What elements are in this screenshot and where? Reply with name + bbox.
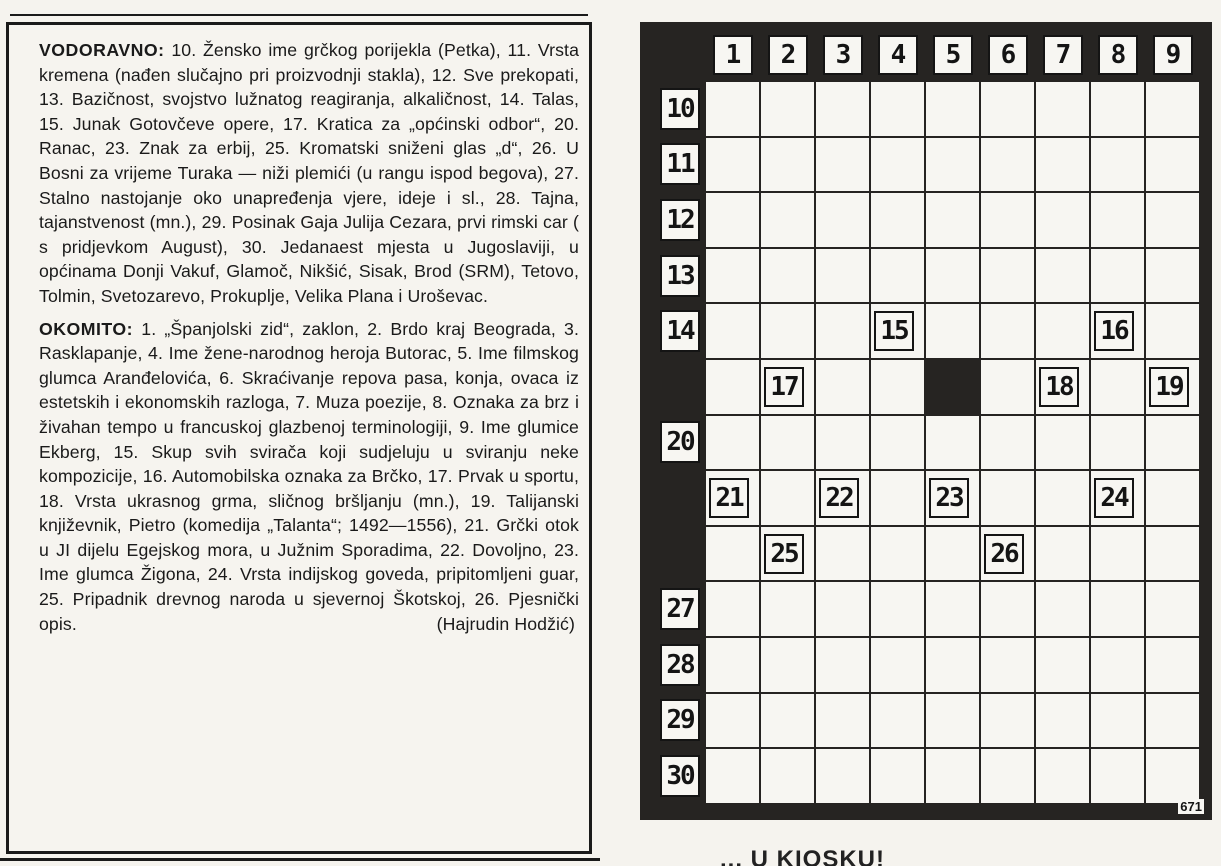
grid-cell[interactable] [1035,415,1090,471]
column-number: 9 [1153,35,1193,75]
clues-text [39,38,579,636]
grid-cell[interactable] [760,248,815,304]
grid-cell[interactable] [870,470,925,526]
grid-cell[interactable] [980,637,1035,693]
across-clues [39,38,579,309]
grid-cell[interactable] [870,248,925,304]
grid-cell[interactable] [980,303,1035,359]
clue-number: 21 [709,478,749,518]
grid-cell[interactable] [760,81,815,137]
grid-cell[interactable] [980,248,1035,304]
grid-cell[interactable] [870,748,925,804]
grid-cell[interactable] [925,581,980,637]
grid-cell[interactable] [870,415,925,471]
clue-number: 17 [764,367,804,407]
grid-cell[interactable] [1090,81,1145,137]
grid-cell[interactable] [1090,248,1145,304]
grid-cell[interactable] [980,81,1035,137]
grid-cell[interactable] [1090,415,1145,471]
grid-cell[interactable] [815,415,870,471]
grid-cell[interactable] [815,581,870,637]
grid-cell[interactable] [1090,693,1145,749]
grid-cell[interactable] [870,137,925,193]
grid-cell[interactable] [705,248,760,304]
grid-cell[interactable] [980,748,1035,804]
clue-number: 25 [764,534,804,574]
column-number: 7 [1043,35,1083,75]
grid-cell[interactable] [870,192,925,248]
grid-cell[interactable] [1145,192,1200,248]
grid-cell[interactable] [1145,581,1200,637]
grid-cell[interactable] [705,137,760,193]
row-number: 13 [660,255,700,297]
grid-cell[interactable] [925,248,980,304]
grid-cell[interactable] [1035,693,1090,749]
row-number: 10 [660,88,700,130]
crossword-grid [705,81,1200,804]
grid-cell[interactable] [1035,637,1090,693]
grid-cell[interactable] [705,81,760,137]
grid-cell[interactable] [1090,192,1145,248]
row-number: 11 [660,143,700,185]
grid-cell[interactable] [925,748,980,804]
clues-panel [6,22,592,854]
grid-cell[interactable] [1090,137,1145,193]
grid-cell[interactable] [815,137,870,193]
grid-cell[interactable] [760,748,815,804]
grid-cell[interactable] [1145,303,1200,359]
grid-cell[interactable] [705,303,760,359]
grid-cell[interactable] [705,581,760,637]
grid-cell[interactable] [705,526,760,582]
grid-cell[interactable] [1145,415,1200,471]
grid-cell[interactable] [1035,137,1090,193]
grid-cell[interactable] [980,693,1035,749]
grid-cell[interactable] [815,81,870,137]
row-number: 29 [660,699,700,741]
grid-cell[interactable] [1035,526,1090,582]
grid-cell[interactable] [1035,192,1090,248]
grid-cell[interactable] [1035,248,1090,304]
column-number: 4 [878,35,918,75]
grid-cell[interactable] [980,581,1035,637]
clue-number: 18 [1039,367,1079,407]
grid-cell[interactable] [980,359,1035,415]
grid-cell[interactable] [1090,637,1145,693]
top-rule [10,14,588,16]
column-number: 1 [713,35,753,75]
grid-cell[interactable] [870,637,925,693]
across-clue-text: 10. Žensko ime grčkog porijekla (Petka), 11. Vrsta kremena (nađen slučajno pri proizvodnji stakla), 12. Sve prekopati, 13. Bazičnost, svojstvo lužnatog reagiranja, alkaličnost, 14. Talas, 15. Junak Gotovčeve opere, 17. Kratica za „općinski odbor“, 20. Ranac, 23. Znak za erbij, 25. Kromatski sniženi glas „d“, 26. U Bosni za vrijeme Turaka — niži plemići (u rangu ispod begova), 27. Stalno nastojanje oko unapređenja vjere, ideje i sl., 28. Tajna, tajanstvenost (mn.), 29. Posinak Gaja Julija Cezara, prvi rimski car ( s pridjevkom August), 30. Jedanaest mjesta u Jugoslaviji, u općinama Donji Vakuf, Glamoč, Nikšić, Sisak, Brod (SRM), Tetovo, Tolmin, Svetozarevo, Prokuplje, Velika Plana i Uroševac. [39,40,580,306]
grid-cell[interactable] [760,637,815,693]
grid-cell[interactable] [925,637,980,693]
across-heading: VODORAVNO: [39,40,165,60]
grid-cell[interactable] [815,748,870,804]
grid-cell[interactable] [1090,748,1145,804]
down-heading: OKOMITO: [39,318,134,339]
grid-cell[interactable] [1035,748,1090,804]
grid-cell[interactable] [1145,81,1200,137]
grid-cell[interactable] [925,526,980,582]
grid-cell[interactable] [760,192,815,248]
footer-text: ... U KIOSKU! [720,846,886,866]
clue-number: 24 [1094,478,1134,518]
grid-cell [925,359,980,415]
grid-cell[interactable] [1035,470,1090,526]
grid-cell[interactable] [760,415,815,471]
grid-cell[interactable] [925,192,980,248]
grid-cell[interactable] [1145,526,1200,582]
puzzle-id: 671 [1180,799,1202,814]
grid-cell[interactable] [815,192,870,248]
grid-cell[interactable] [705,693,760,749]
grid-cell[interactable] [1145,137,1200,193]
row-number: 30 [660,755,700,797]
clue-number: 26 [984,534,1024,574]
grid-cell[interactable] [760,303,815,359]
clue-number: 16 [1094,311,1134,351]
grid-cell[interactable] [705,192,760,248]
grid-cell[interactable] [1035,303,1090,359]
grid-cell[interactable] [1145,637,1200,693]
grid-cell[interactable] [815,693,870,749]
clue-number: 15 [874,311,914,351]
grid-cell[interactable] [760,581,815,637]
grid-cell[interactable] [870,526,925,582]
grid-cell[interactable] [1035,581,1090,637]
grid-cell[interactable] [705,748,760,804]
grid-cell[interactable] [925,303,980,359]
grid-cell[interactable] [980,137,1035,193]
grid-cell[interactable] [980,192,1035,248]
row-number: 12 [660,199,700,241]
grid-cell[interactable] [925,693,980,749]
down-clues [39,317,579,637]
grid-cell[interactable] [760,137,815,193]
grid-cell[interactable] [1145,693,1200,749]
row-number: 28 [660,644,700,686]
grid-cell[interactable] [815,526,870,582]
author-credit: (Hajrudin Hodžić) [436,613,575,634]
crossword-grid-frame [640,22,1212,820]
grid-cell[interactable] [870,81,925,137]
column-number: 2 [768,35,808,75]
grid-cell[interactable] [1145,248,1200,304]
grid-cell[interactable] [815,359,870,415]
down-clue-text: 1. „Španjolski zid“, zaklon, 2. Brdo kraj Beograda, 3. Rasklapanje, 4. Ime žene-narodnog heroja Butorac, 5. Ime filmskog glumca Aranđelovića, 6. Skraćivanje repova pasa, konja, ovaca iz estetskih i ekonomskih razloga, 7. Muza poezije, 8. Oznaka za brz i živahan tempo u francuskoj glazbenoj terminologiji, 9. Ime glumice Ekberg, 15. Skup svih svirača koji sudjeluju u sviranju neke kompozicije, 16. Automobilska oznaka za Brčko, 17. Prvak u sportu, 18. Vrsta ukrasnog grma, sličnog bršljanju (mn.), 19. Talijanski književnik, Pietro (komedija „Talanta“; 1492—1556), 21. Grčki otok u JI dijelu Egejskog mora, u Južnim Sporadima, 22. Dovoljno, 23. Ime glumca Žigona, 24. Vrsta indijskog goveda, pripitomljeni guar, 25. Pripadnik drevnog naroda u sjevernoj Škotskoj, 26. Pjesnički opis. [39,318,580,634]
grid-cell[interactable] [705,637,760,693]
clue-number: 19 [1149,367,1189,407]
grid-cell[interactable] [815,303,870,359]
grid-cell[interactable] [1145,748,1200,804]
grid-cell[interactable] [815,248,870,304]
column-number: 8 [1098,35,1138,75]
grid-cell[interactable] [1145,470,1200,526]
grid-cell[interactable] [925,415,980,471]
row-number: 20 [660,421,700,463]
grid-cell[interactable] [925,81,980,137]
clue-number: 22 [819,478,859,518]
column-number: 6 [988,35,1028,75]
row-number: 27 [660,588,700,630]
grid-cell[interactable] [870,693,925,749]
grid-cell[interactable] [980,470,1035,526]
grid-cell[interactable] [1090,581,1145,637]
grid-cell[interactable] [705,359,760,415]
column-number: 5 [933,35,973,75]
grid-cell[interactable] [760,470,815,526]
grid-cell[interactable] [705,415,760,471]
grid-cell[interactable] [870,581,925,637]
grid-cell[interactable] [980,415,1035,471]
grid-cell[interactable] [1035,81,1090,137]
grid-cell[interactable] [1090,359,1145,415]
grid-cell[interactable] [815,637,870,693]
grid-cell[interactable] [870,359,925,415]
grid-cell[interactable] [925,137,980,193]
grid-cell[interactable] [760,693,815,749]
bottom-rule [0,858,600,861]
grid-cell[interactable] [1090,526,1145,582]
row-number: 14 [660,310,700,352]
column-number: 3 [823,35,863,75]
clue-number: 23 [929,478,969,518]
